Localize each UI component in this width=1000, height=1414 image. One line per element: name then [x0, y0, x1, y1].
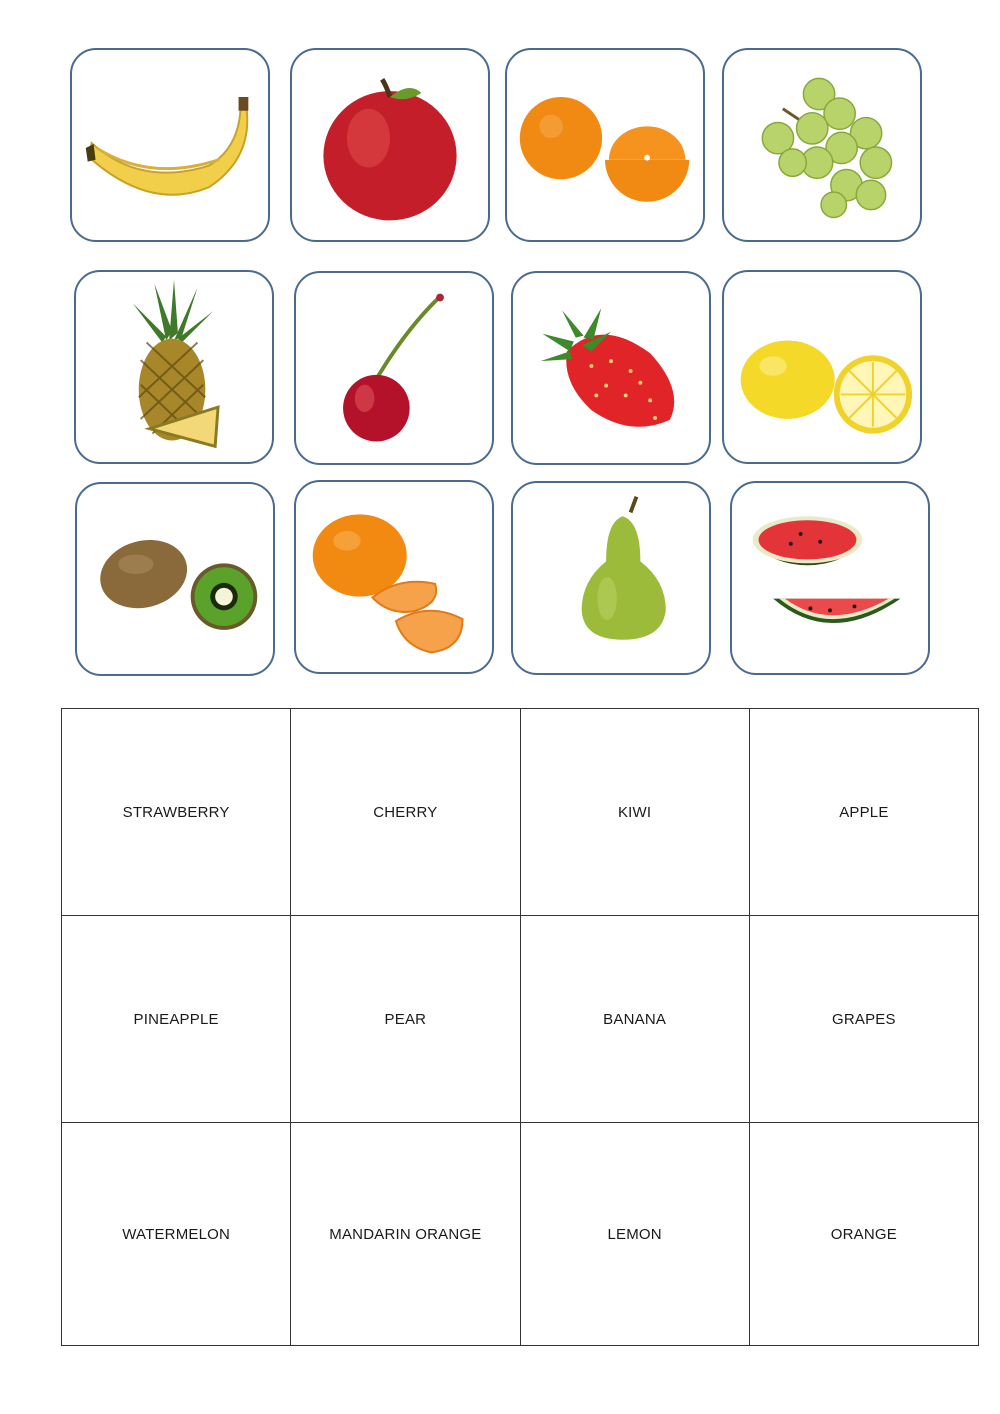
picture-card-orange[interactable]	[505, 48, 705, 242]
word-cell-grapes[interactable]: GRAPES	[749, 916, 978, 1123]
word-cell-lemon[interactable]: LEMON	[520, 1123, 749, 1346]
word-cell-strawberry[interactable]: STRAWBERRY	[62, 709, 291, 916]
word-cell-orange[interactable]: ORANGE	[749, 1123, 978, 1346]
orange-icon	[507, 50, 703, 240]
word-cell-pear[interactable]: PEAR	[291, 916, 520, 1123]
table-row	[62, 709, 979, 916]
word-cell-pineapple[interactable]: PINEAPPLE	[62, 916, 291, 1123]
word-cell-kiwi[interactable]: KIWI	[520, 709, 749, 916]
picture-card-pineapple[interactable]	[74, 270, 274, 464]
picture-card-kiwi[interactable]	[75, 482, 275, 676]
banana-icon	[72, 50, 268, 240]
picture-card-lemon[interactable]	[722, 270, 922, 464]
strawberry-icon	[513, 273, 709, 463]
table-row	[62, 916, 979, 1123]
word-cell-apple[interactable]: APPLE	[749, 709, 978, 916]
mandarin-orange-icon	[296, 482, 492, 672]
apple-icon	[292, 50, 488, 240]
pear-icon	[513, 483, 709, 673]
picture-card-cherry[interactable]	[294, 271, 494, 465]
watermelon-icon	[732, 483, 928, 673]
word-cell-watermelon[interactable]: WATERMELON	[62, 1123, 291, 1346]
word-cell-mandarin-orange[interactable]: MANDARIN ORANGE	[291, 1123, 520, 1346]
table-row	[62, 1123, 979, 1346]
pineapple-icon	[76, 272, 272, 462]
word-cell-cherry[interactable]: CHERRY	[291, 709, 520, 916]
kiwi-icon	[77, 484, 273, 674]
lemon-icon	[724, 272, 920, 462]
picture-card-strawberry[interactable]	[511, 271, 711, 465]
word-cell-banana[interactable]: BANANA	[520, 916, 749, 1123]
picture-card-mandarin-orange[interactable]	[294, 480, 494, 674]
picture-card-pear[interactable]	[511, 481, 711, 675]
grapes-icon	[724, 50, 920, 240]
picture-card-watermelon[interactable]	[730, 481, 930, 675]
cherry-icon	[296, 273, 492, 463]
picture-card-banana[interactable]	[70, 48, 270, 242]
fruit-word-table	[61, 708, 979, 1346]
picture-card-grapes[interactable]	[722, 48, 922, 242]
picture-card-apple[interactable]	[290, 48, 490, 242]
